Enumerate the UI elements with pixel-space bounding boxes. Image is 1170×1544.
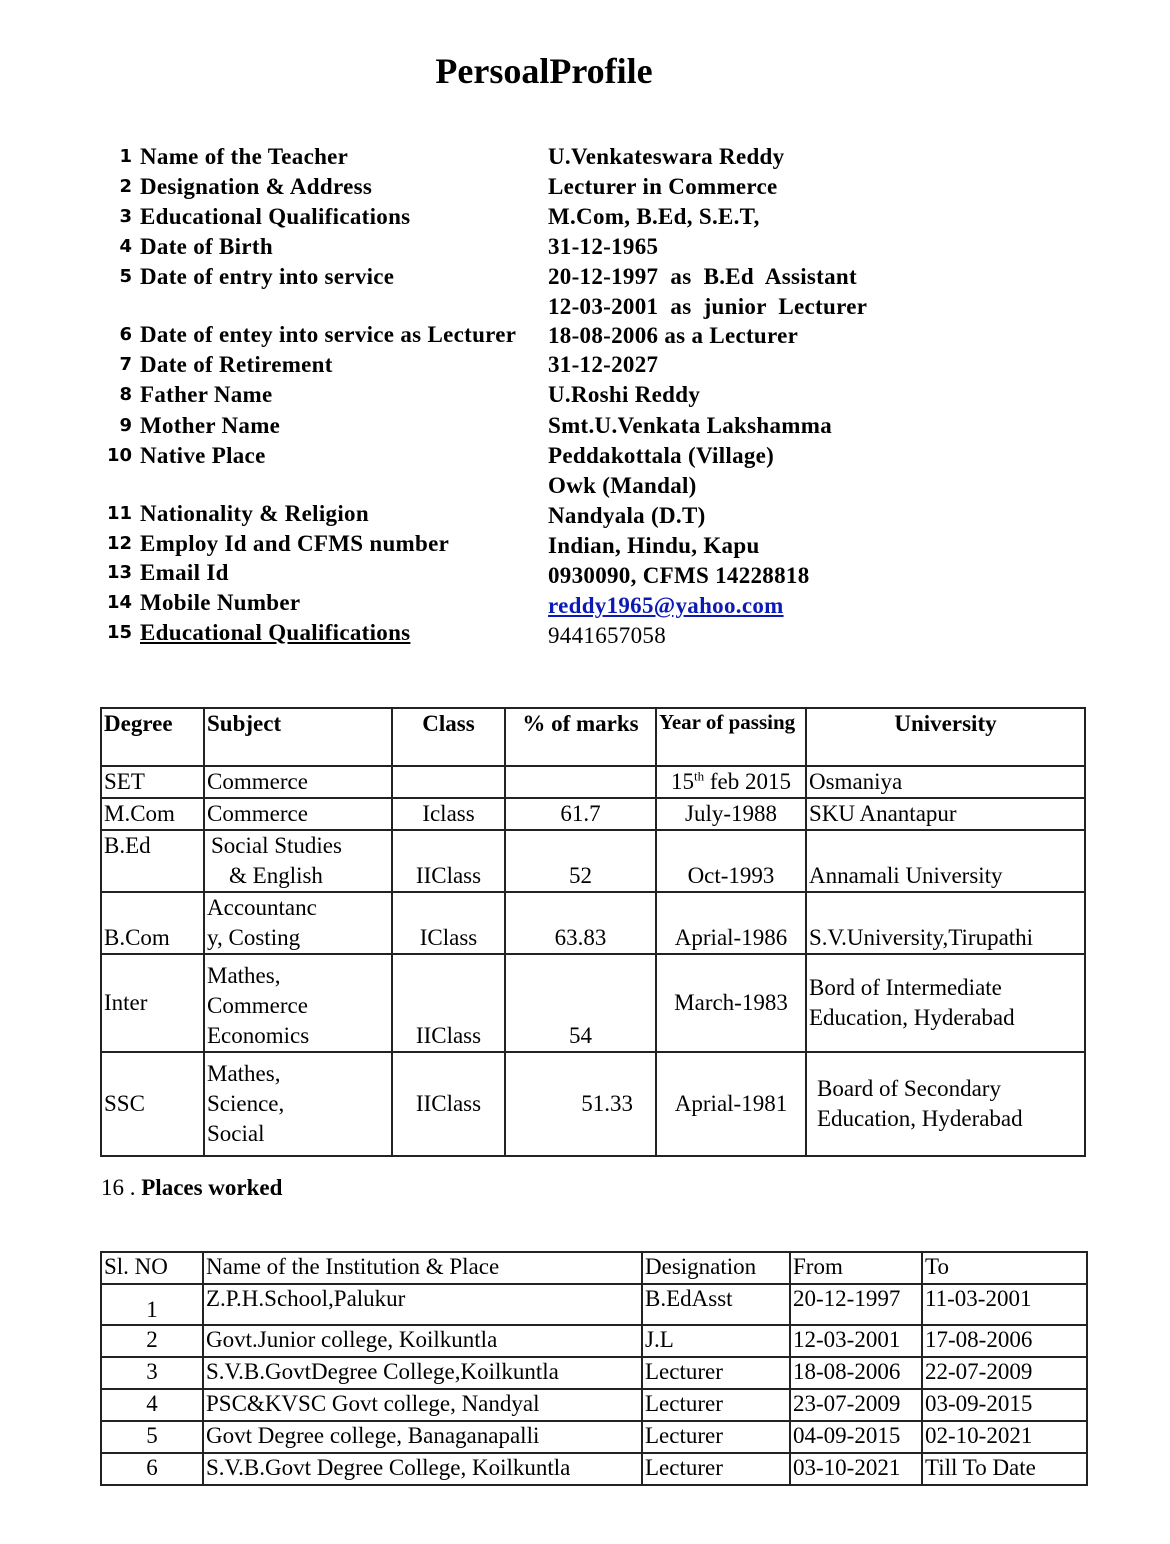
item-number: 7 — [119, 354, 132, 375]
dob-value: 31-12-1965 — [548, 234, 659, 259]
to-cell: 03-09-2015 — [922, 1389, 1087, 1421]
designation-value: Lecturer in Commerce — [548, 174, 778, 199]
year-cell: 15th feb 2015 — [656, 766, 806, 798]
institution-cell: Z.P.H.School,Palukur — [203, 1284, 642, 1325]
table-header-row — [101, 708, 1085, 766]
item-number: 14 — [106, 592, 132, 613]
degree-cell: B.Ed — [101, 830, 204, 892]
year-cell: Aprial-1981 — [656, 1052, 806, 1156]
table-row — [101, 830, 1085, 892]
header-degree: Degree — [101, 708, 204, 766]
class-cell: IIClass — [392, 830, 505, 892]
table-header-row — [101, 1252, 1087, 1284]
designation-cell: Lecturer — [642, 1453, 790, 1485]
lecturer-entry-value: 18-08-2006 as a Lecturer — [548, 323, 799, 348]
designation-cell: Lecturer — [642, 1421, 790, 1453]
item-number: 15 — [106, 622, 132, 643]
table-row — [101, 954, 1085, 1052]
places-worked-table — [100, 1251, 1088, 1486]
subject-cell: Commerce — [204, 798, 392, 830]
institution-cell: Govt.Junior college, Koilkuntla — [203, 1325, 642, 1357]
marks-cell: 52 — [505, 830, 656, 892]
institution-cell: PSC&KVSC Govt college, Nandyal — [203, 1389, 642, 1421]
cfms-value: 0930090, CFMS 14228818 — [548, 563, 810, 588]
entry-service-value: 20-12-1997 as B.Ed Assistant — [548, 264, 857, 289]
table-row — [101, 1357, 1087, 1389]
sl-cell: 2 — [101, 1325, 203, 1357]
header-year: Year of passing — [656, 708, 806, 766]
university-cell: Annamali University — [806, 830, 1085, 892]
to-cell: 11-03-2001 — [922, 1284, 1087, 1325]
table-row — [101, 1325, 1087, 1357]
item-number: 12 — [106, 533, 132, 554]
item-label: Date of entey into service as Lecturer — [140, 322, 517, 347]
table-row — [101, 1052, 1085, 1156]
subject-cell: Mathes, Commerce Economics — [204, 954, 392, 1052]
university-cell: SKU Anantapur — [806, 798, 1085, 830]
to-cell: 17-08-2006 — [922, 1325, 1087, 1357]
sl-cell: 4 — [101, 1389, 203, 1421]
item-label: Employ Id and CFMS number — [140, 531, 450, 556]
class-cell: IIClass — [392, 954, 505, 1052]
class-cell: IIClass — [392, 1052, 505, 1156]
item-label: Date of Birth — [140, 234, 273, 259]
year-cell: Oct-1993 — [656, 830, 806, 892]
table-row — [101, 1453, 1087, 1485]
table-row — [101, 798, 1085, 830]
email-value — [548, 591, 784, 621]
item-number: 10 — [106, 445, 132, 466]
class-cell: IClass — [392, 892, 505, 954]
table-row — [101, 1284, 1087, 1325]
qualifications-value: M.Com, B.Ed, S.E.T, — [548, 204, 760, 229]
year-cell: Aprial-1986 — [656, 892, 806, 954]
header-to: To — [922, 1252, 1087, 1284]
item-label: Mother Name — [140, 413, 281, 438]
marks-cell: 54 — [505, 954, 656, 1052]
degree-cell: M.Com — [101, 798, 204, 830]
university-cell: S.V.University,Tirupathi — [806, 892, 1085, 954]
sl-cell: 5 — [101, 1421, 203, 1453]
marks-cell — [505, 766, 656, 798]
item-label: Email Id — [140, 560, 229, 585]
designation-cell: B.EdAsst — [642, 1284, 790, 1325]
university-cell: Osmaniya — [806, 766, 1085, 798]
item-label: Educational Qualifications — [140, 620, 411, 645]
item-number: 4 — [119, 236, 132, 257]
teacher-name-value: U.Venkateswara Reddy — [548, 144, 785, 169]
father-name-value: U.Roshi Reddy — [548, 382, 701, 407]
degree-cell: B.Com — [101, 892, 204, 954]
marks-cell: 51.33 — [505, 1052, 656, 1156]
designation-cell: Lecturer — [642, 1389, 790, 1421]
institution-cell: Govt Degree college, Banaganapalli — [203, 1421, 642, 1453]
from-cell: 03-10-2021 — [790, 1453, 922, 1485]
item-number: 9 — [119, 415, 132, 436]
subject-cell: Social Studies & English — [204, 830, 392, 892]
item-number: 6 — [119, 324, 132, 345]
education-table — [100, 707, 1086, 1157]
nationality-value: Nandyala (D.T) — [548, 503, 706, 528]
item-number: 3 — [119, 206, 132, 227]
header-marks: % of marks — [505, 708, 656, 766]
item-label: Nationality & Religion — [140, 501, 369, 526]
item-number: 11 — [106, 503, 132, 524]
year-cell: July-1988 — [656, 798, 806, 830]
item-number: 8 — [119, 384, 132, 405]
item-label: Educational Qualifications — [140, 204, 411, 229]
item-label: Father Name — [140, 382, 273, 407]
from-cell: 04-09-2015 — [790, 1421, 922, 1453]
header-subject: Subject — [204, 708, 392, 766]
class-cell — [392, 766, 505, 798]
native-place-value-2: Owk (Mandal) — [548, 473, 697, 498]
header-designation: Designation — [642, 1252, 790, 1284]
page-title: PersoalProfile — [435, 51, 653, 91]
from-cell: 23-07-2009 — [790, 1389, 922, 1421]
to-cell: Till To Date — [922, 1453, 1087, 1485]
table-row — [101, 1421, 1087, 1453]
to-cell: 22-07-2009 — [922, 1357, 1087, 1389]
table-row — [101, 892, 1085, 954]
from-cell: 12-03-2001 — [790, 1325, 922, 1357]
item-label: Native Place — [140, 443, 266, 468]
subject-cell: Mathes, Science, Social — [204, 1052, 392, 1156]
mobile-value: 9441657058 — [548, 623, 666, 648]
item-number: 5 — [119, 266, 132, 287]
marks-cell: 63.83 — [505, 892, 656, 954]
places-worked-heading: 16 . Places worked — [101, 1175, 283, 1200]
header-class: Class — [392, 708, 505, 766]
native-place-value: Peddakottala (Village) — [548, 443, 775, 468]
degree-cell: SSC — [101, 1052, 204, 1156]
university-cell: Bord of Intermediate Education, Hyderabad — [806, 954, 1085, 1052]
retirement-value: 31-12-2027 — [548, 352, 659, 377]
item-label: Name of the Teacher — [140, 144, 349, 169]
year-cell: March-1983 — [656, 954, 806, 1052]
class-cell: Iclass — [392, 798, 505, 830]
header-institution: Name of the Institution & Place — [203, 1252, 642, 1284]
sl-cell: 3 — [101, 1357, 203, 1389]
table-row — [101, 766, 1085, 798]
subject-cell: Accountanc y, Costing — [204, 892, 392, 954]
item-number: 1 — [119, 146, 132, 167]
subject-cell: Commerce — [204, 766, 392, 798]
item-label: Designation & Address — [140, 174, 373, 199]
item-label: Date of Retirement — [140, 352, 333, 377]
table-row — [101, 1389, 1087, 1421]
from-cell: 20-12-1997 — [790, 1284, 922, 1325]
header-university: University — [806, 708, 1085, 766]
item-label: Date of entry into service — [140, 264, 395, 289]
to-cell: 02-10-2021 — [922, 1421, 1087, 1453]
entry-service-value-2: 12-03-2001 as junior Lecturer — [548, 294, 868, 319]
from-cell: 18-08-2006 — [790, 1357, 922, 1389]
header-from: From — [790, 1252, 922, 1284]
designation-cell: Lecturer — [642, 1357, 790, 1389]
sl-cell: 6 — [101, 1453, 203, 1485]
email-link[interactable]: reddy1965@yahoo.com — [548, 593, 784, 618]
university-cell: Board of Secondary Education, Hyderabad — [806, 1052, 1085, 1156]
header-sl-no: Sl. NO — [101, 1252, 203, 1284]
item-number: 2 — [119, 176, 132, 197]
mother-name-value: Smt.U.Venkata Lakshamma — [548, 413, 833, 438]
institution-cell: S.V.B.GovtDegree College,Koilkuntla — [203, 1357, 642, 1389]
item-label: Mobile Number — [140, 590, 301, 615]
degree-cell: SET — [101, 766, 204, 798]
marks-cell: 61.7 — [505, 798, 656, 830]
sl-cell: 1 — [101, 1284, 203, 1325]
item-number: 13 — [106, 562, 132, 583]
designation-cell: J.L — [642, 1325, 790, 1357]
degree-cell: Inter — [101, 954, 204, 1052]
institution-cell: S.V.B.Govt Degree College, Koilkuntla — [203, 1453, 642, 1485]
employ-id-value: Indian, Hindu, Kapu — [548, 533, 760, 558]
